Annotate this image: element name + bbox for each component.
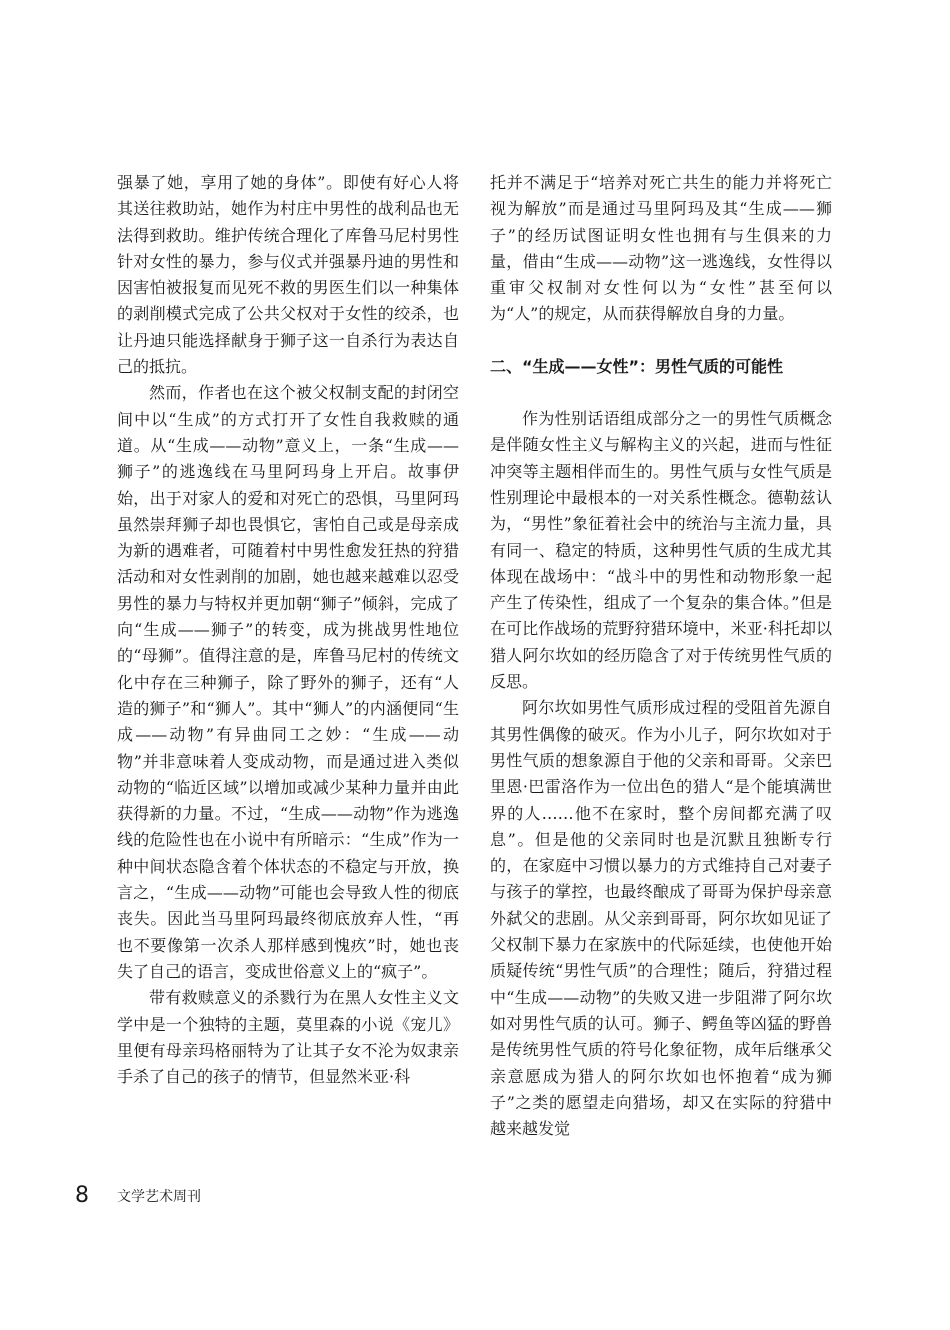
body-paragraph: 托并不满足于“培养对死亡共生的能力并将死亡视为解放”而是通过马里阿玛及其“生成——狮子”的经历试图证明女性也拥有与生俱来的力量，借由“生成——动物”这一逃逸线，女性得以重审父权制对女性何以为“女性”甚至何以为“人”的规定，从而获得解放自身的力量。 (490, 173, 832, 324)
journal-title: 文学艺术周刊 (117, 1189, 201, 1205)
page-number: 8 (75, 1183, 89, 1208)
section-spacer (490, 380, 832, 406)
body-paragraph: 带有救赎意义的杀戮行为在黑人女性主义文学中是一个独特的主题，莫里森的小说《宠儿》里便有母亲玛格丽特为了让其子女不沦为奴隶亲手杀了自己的孩子的情节，但显然米亚·科 (117, 988, 459, 1087)
body-paragraph: 作为性别话语组成部分之一的男性气质概念是伴随女性主义与解构主义的兴起，进而与性征冲突等主题相伴而生的。男性气质与女性气质是性别理论中最根本的一对关系性概念。德勒兹认为，“男性”象征着社会中的统治与主流力量，具有同一、稳定的特质，这种男性气质的生成尤其体现在战场中：“战斗中的男性和动物形象一起产生了传染性，组成了一个复杂的集合体。”但是在可比作战场的荒野狩猎环境中，米亚·科托却以猎人阿尔坎如的经历隐含了对于传统男性气质的反思。 (490, 409, 832, 692)
left-column (117, 170, 459, 1090)
section-spacer (490, 328, 832, 354)
section-heading: 二、“生成——女性”：男性气质的可能性 (490, 356, 784, 376)
body-paragraph: 然而，作者也在这个被父权制支配的封闭空间中以“生成”的方式打开了女性自我救赎的通道。从“生成——动物”意义上，一条“生成——狮子”的逃逸线在马里阿玛身上开启。故事伊始，出于对家人的爱和对死亡的恐惧，马里阿玛虽然崇拜狮子却也畏惧它，害怕自己或是母亲成为新的遇难者，可随着村中男性愈发狂热的狩猎活动和对女性剥削的加剧，她也越来越难以忍受男性的暴力与特权并更加朝“狮子”倾斜，完成了向“生成——狮子”的转变，成为挑战男性地位的“母狮”。值得注意的是，库鲁马尼村的传统文化中存在三种狮子，除了野外的狮子，还有“人造的狮子”和“狮人”。其中“狮人”的内涵便同“生成——动物”有异曲同工之妙：“生成——动物”并非意味着人变成动物，而是通过进入类似动物的“临近区域”以增加或减少某种力量并由此获得新的力量。不过，“生成——动物”作为逃逸线的危险性也在小说中有所暗示：“生成”作为一种中间状态隐含着个体状态的不稳定与开放，换言之，“生成——动物”可能也会导致人性的彻底丧失。因此当马里阿玛最终彻底放弃人性，“再也不要像第一次杀人那样感到愧疚”时，她也丧失了自己的语言，变成世俗意义上的“疯子”。 (117, 383, 459, 981)
body-paragraph: 强暴了她，享用了她的身体”。即使有好心人将其送往救助站，她作为村庄中男性的战利品也无法得到救助。维护传统合理化了库鲁马尼村男性针对女性的暴力，参与仪式并强暴丹迪的男性和因害怕被报复而见死不救的男医生们以一种集体的剥削模式完成了公共父权对于女性的绞杀，也让丹迪只能选择献身于狮子这一自杀行为表达自己的抵抗。 (117, 173, 459, 377)
right-column (490, 170, 832, 1142)
body-paragraph: 阿尔坎如男性气质形成过程的受阻首先源自其男性偶像的破灭。作为小儿子，阿尔坎如对于男性气质的想象源自于他的父亲和哥哥。父亲巴里恩·巴雷洛作为一位出色的猎人“是个能填满世界的人……他不在家时，整个房间都充满了叹息”。但是他的父亲同时也是沉默且独断专行的，在家庭中习惯以暴力的方式维持自己对妻子与孩子的掌控，也最终酿成了哥哥为保护母亲意外弑父的悲剧。从父亲到哥哥，阿尔坎如见证了父权制下暴力在家族中的代际延续，也使他开始质疑传统“男性气质”的合理性；随后，狩猎过程中“生成——动物”的失败又进一步阻滞了阿尔坎如对男性气质的认可。狮子、鳄鱼等凶猛的野兽是传统男性气质的符号化象征物，成年后继承父亲意愿成为猎人的阿尔坎如也怀抱着“成为狮子”之类的愿望走向猎场，却又在实际的狩猎中越来越发觉 (490, 698, 832, 1139)
